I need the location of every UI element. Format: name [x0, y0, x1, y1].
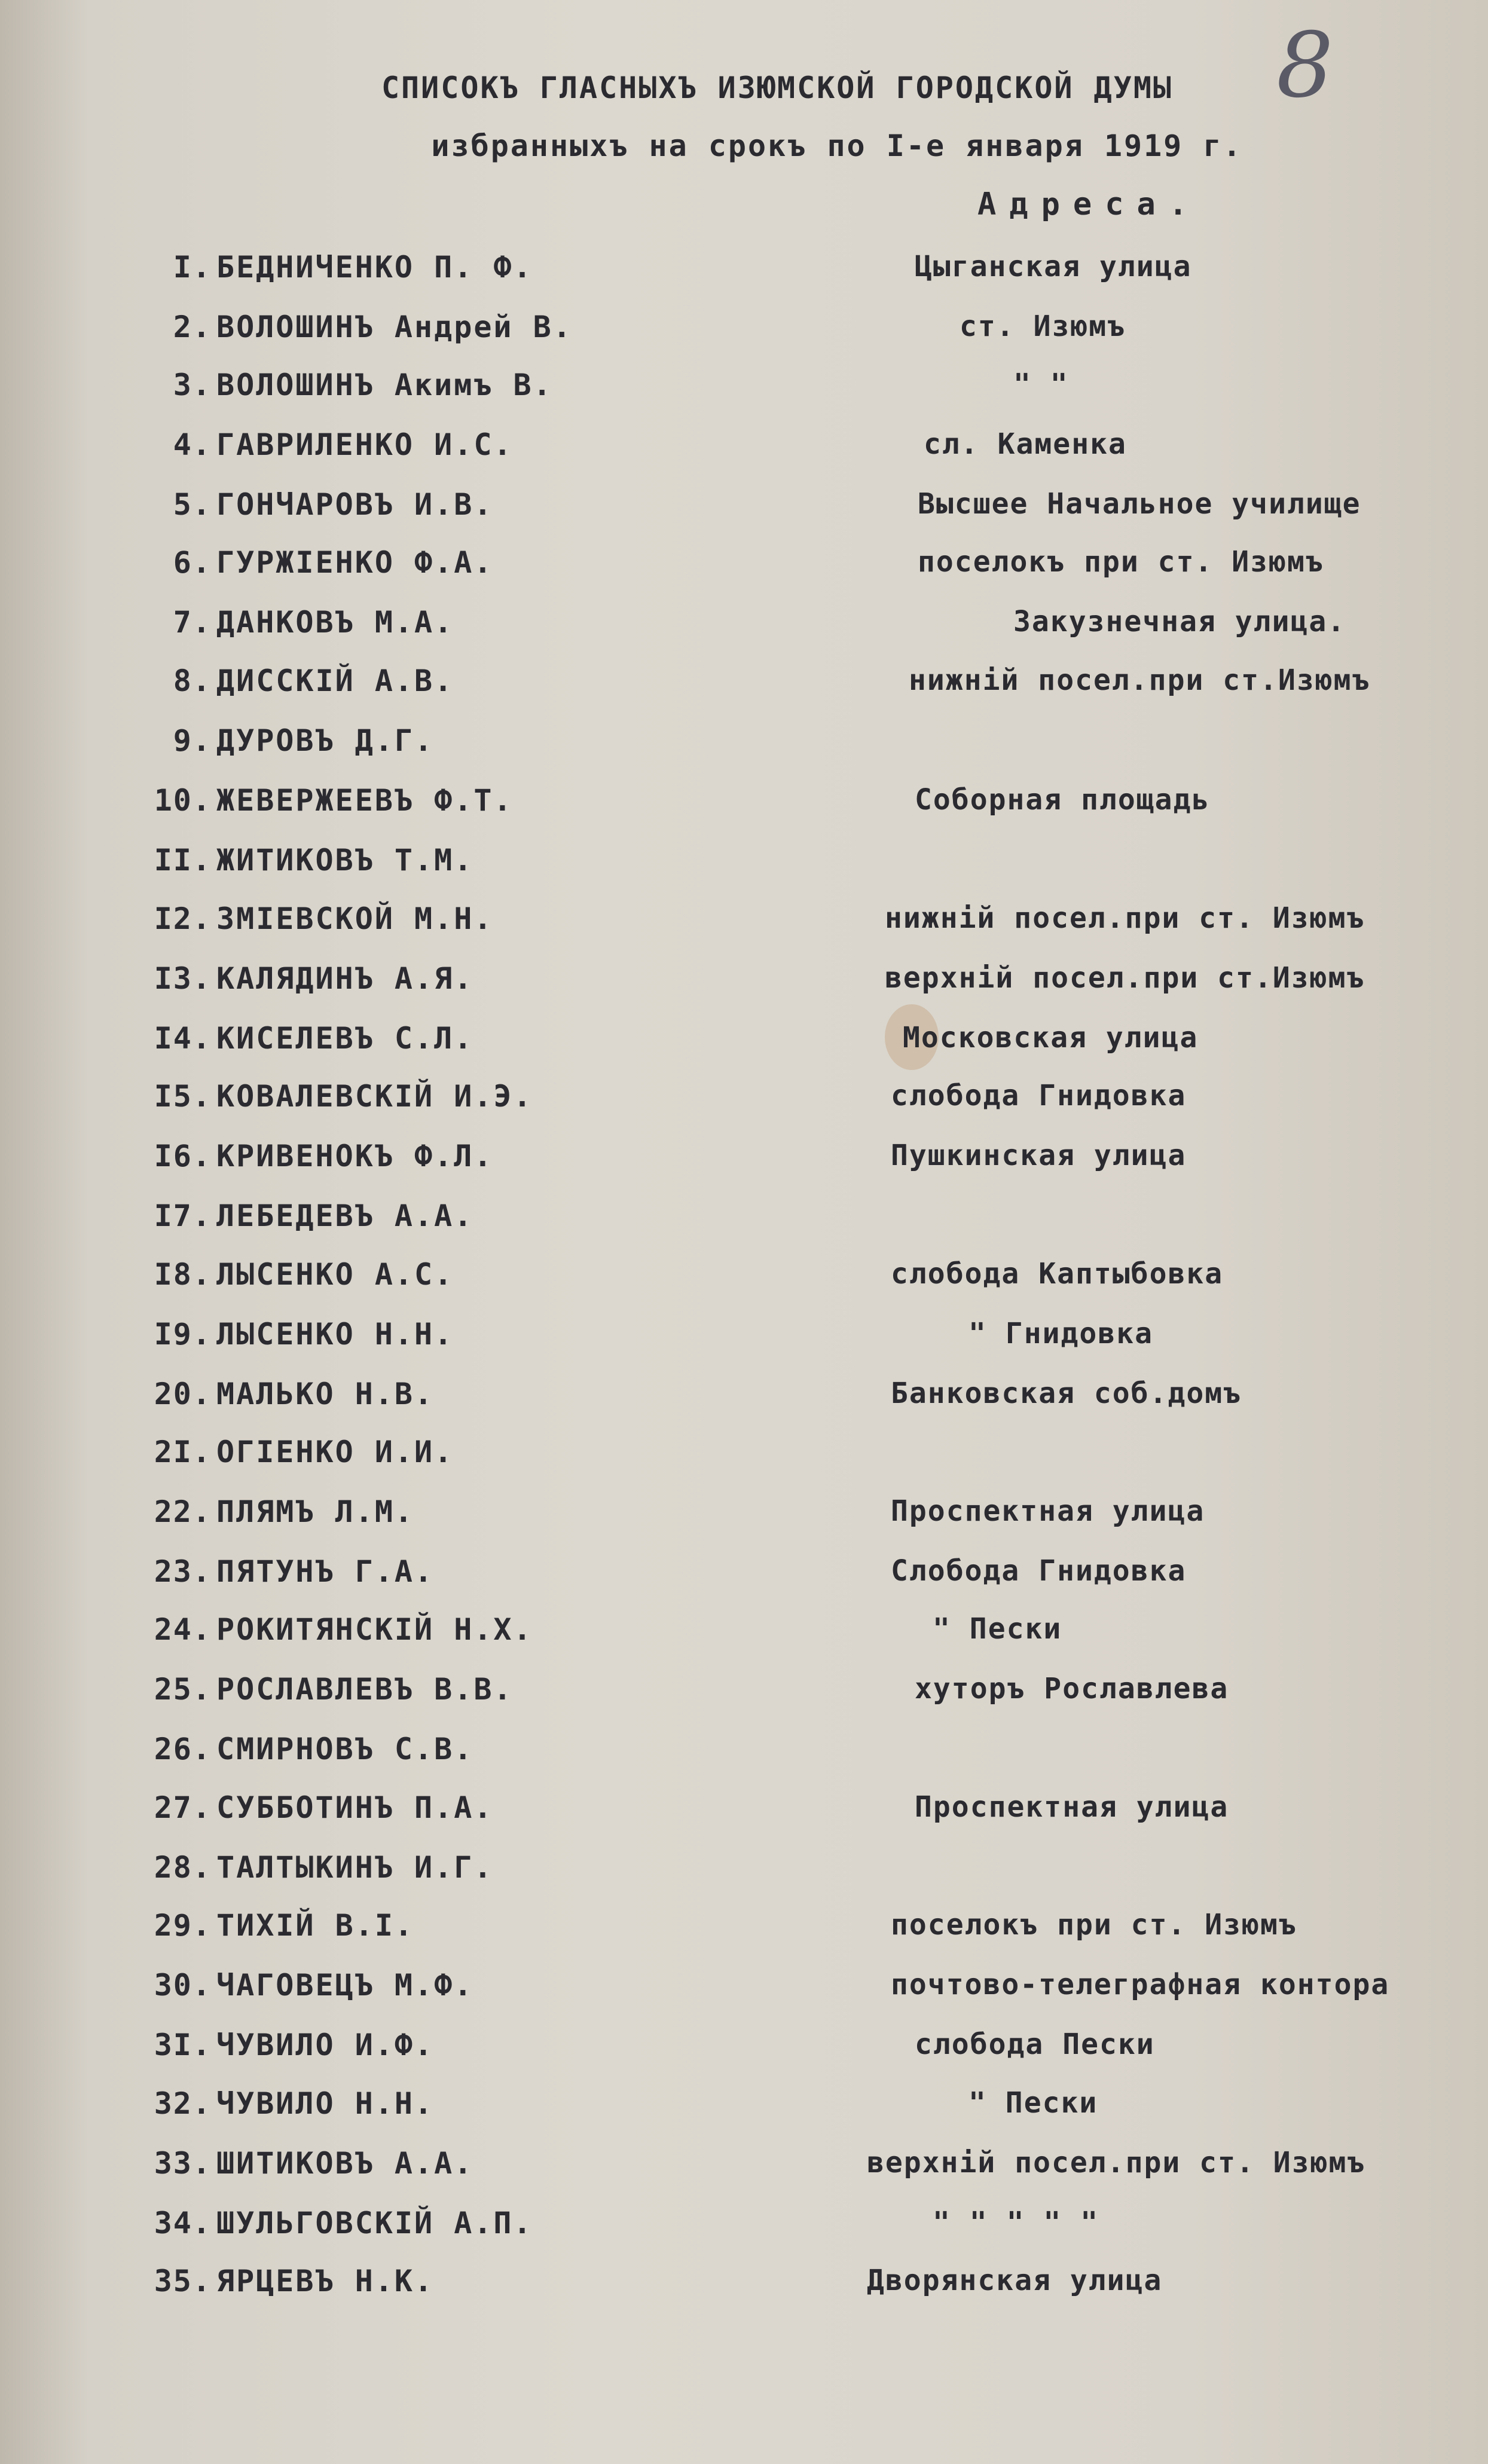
list-item [0, 723, 1488, 771]
item-number: I8. [154, 1257, 212, 1292]
list-item [0, 783, 1488, 831]
member-name: ГУРЖIЕНКО Ф.А. [216, 545, 494, 580]
member-name: ДАНКОВЪ М.А. [216, 605, 454, 640]
member-name: ПЯТУНЪ Г.А. [216, 1554, 435, 1589]
item-number: 28. [154, 1850, 212, 1885]
list-item [0, 1317, 1488, 1365]
member-address: " " [1013, 368, 1069, 401]
member-name: ШУЛЬГОВСКIЙ А.П. [216, 2206, 533, 2240]
list-item [0, 1672, 1488, 1720]
member-name: ГОНЧАРОВЪ И.В. [216, 487, 494, 522]
item-number: 4. [173, 427, 212, 462]
page-number: 8 [1276, 14, 1334, 118]
member-address: слобода Гнидовка [891, 1079, 1187, 1112]
item-number: 29. [154, 1908, 212, 1943]
list-item [0, 1079, 1488, 1127]
member-address: " " " " " [933, 2206, 1099, 2239]
list-item [0, 250, 1488, 298]
member-name: СУББОТИНЪ П.А. [216, 1790, 494, 1825]
list-item [0, 310, 1488, 357]
member-name: РОСЛАВЛЕВЪ В.В. [216, 1672, 514, 1707]
list-item [0, 1377, 1488, 1424]
member-name: ПЛЯМЪ Л.М. [216, 1494, 415, 1529]
member-name: БЕДНИЧЕНКО П. Ф. [216, 250, 533, 285]
member-name: ТАЛТЫКИНЪ И.Г. [216, 1850, 494, 1885]
member-name: КИСЕЛЕВЪ С.Л. [216, 1021, 474, 1056]
list-item [0, 1021, 1488, 1069]
member-address: Слобода Гнидовка [891, 1554, 1187, 1588]
item-number: 10. [154, 783, 212, 818]
list-item [0, 901, 1488, 949]
member-address: почтово-телеграфная контора [891, 1968, 1390, 2001]
member-address: Цыганская улица [915, 250, 1192, 283]
member-address: " Пески [968, 2086, 1098, 2120]
list-item [0, 664, 1488, 711]
item-number: 7. [173, 605, 212, 640]
member-address: поселокъ при ст. Изюмъ [918, 545, 1324, 579]
list-item [0, 1554, 1488, 1602]
list-item [0, 1732, 1488, 1780]
item-number: 35. [154, 2264, 212, 2298]
member-name: ШИТИКОВЪ А.А. [216, 2146, 474, 2181]
member-name: ЛЫСЕНКО Н.Н. [216, 1317, 454, 1352]
member-address: Банковская соб.домъ [891, 1377, 1242, 1410]
member-address: Проспектная улица [891, 1494, 1205, 1528]
item-number: I2. [154, 901, 212, 936]
member-name: ЖЕВЕРЖЕЕВЪ Ф.Т. [216, 783, 514, 818]
list-item [0, 1435, 1488, 1482]
member-name: РОКИТЯНСКIЙ Н.Х. [216, 1612, 533, 1647]
member-address: нижнiй посел.при ст. Изюмъ [885, 901, 1365, 935]
item-number: 30. [154, 1968, 212, 2003]
document-title: СПИСОКЪ ГЛАСНЫХЪ ИЗЮМСКОЙ ГОРОДСКОЙ ДУМЫ [381, 71, 1174, 105]
member-address: Проспектная улица [915, 1790, 1229, 1824]
list-item [0, 368, 1488, 415]
member-name: КАЛЯДИНЪ А.Я. [216, 961, 474, 996]
member-address: верхнiй посел.при ст.Изюмъ [885, 961, 1365, 995]
member-address: поселокъ при ст. Изюмъ [891, 1908, 1297, 1942]
member-name: ЧУВИЛО Н.Н. [216, 2086, 435, 2121]
item-number: I. [173, 250, 212, 285]
item-number: I6. [154, 1139, 212, 1173]
item-number: I7. [154, 1199, 212, 1233]
item-number: 3I. [154, 2028, 212, 2062]
list-item [0, 1494, 1488, 1542]
member-address: сл. Каменка [924, 427, 1127, 461]
item-number: 26. [154, 1732, 212, 1766]
list-item [0, 1790, 1488, 1838]
member-name: СМИРНОВЪ С.В. [216, 1732, 474, 1766]
address-column-header: Адреса. [977, 187, 1201, 222]
member-address: верхнiй посел.при ст. Изюмъ [867, 2146, 1366, 2179]
item-number: 32. [154, 2086, 212, 2121]
list-item [0, 2028, 1488, 2075]
list-item [0, 1850, 1488, 1898]
item-number: 9. [173, 723, 212, 758]
item-number: I5. [154, 1079, 212, 1114]
item-number: 34. [154, 2206, 212, 2240]
item-number: 2I. [154, 1435, 212, 1469]
member-address: слобода Каптыбовка [891, 1257, 1224, 1291]
list-item [0, 605, 1488, 653]
member-name: ВОЛОШИНЪ Акимъ В. [216, 368, 553, 402]
member-name: ВОЛОШИНЪ Андрей В. [216, 310, 573, 344]
member-name: ТИХIЙ В.I. [216, 1908, 415, 1943]
item-number: 33. [154, 2146, 212, 2181]
item-number: I4. [154, 1021, 212, 1056]
member-name: ЧУВИЛО И.Ф. [216, 2028, 435, 2062]
list-item [0, 1968, 1488, 2016]
list-item [0, 1612, 1488, 1660]
member-name: ЗМIЕВСКОЙ М.Н. [216, 901, 494, 936]
item-number: 20. [154, 1377, 212, 1411]
list-item [0, 843, 1488, 891]
member-name: ЧАГОВЕЦЪ М.Ф. [216, 1968, 474, 2003]
member-address: слобода Пески [915, 2028, 1155, 2061]
list-item [0, 2264, 1488, 2312]
item-number: 24. [154, 1612, 212, 1647]
item-number: 23. [154, 1554, 212, 1589]
member-address: хуторъ Рославлева [915, 1672, 1229, 1705]
list-item [0, 1257, 1488, 1305]
list-item [0, 1908, 1488, 1956]
member-address: ст. Изюмъ [960, 310, 1126, 343]
member-name: ДИССКIЙ А.В. [216, 664, 454, 698]
member-address: Соборная площадь [915, 783, 1211, 817]
member-address: Дворянская улица [867, 2264, 1163, 2297]
item-number: 22. [154, 1494, 212, 1529]
member-address: Закузнечная улица. [1013, 605, 1346, 638]
list-item [0, 1139, 1488, 1187]
member-name: МАЛЬКО Н.В. [216, 1377, 435, 1411]
item-number: 27. [154, 1790, 212, 1825]
item-number: 6. [173, 545, 212, 580]
item-number: 25. [154, 1672, 212, 1707]
member-address: Пушкинская улица [891, 1139, 1187, 1172]
item-number: II. [154, 843, 212, 878]
item-number: I3. [154, 961, 212, 996]
member-name: ЯРЦЕВЪ Н.К. [216, 2264, 435, 2298]
document-subtitle: избранныхъ на срокъ по I-е января 1919 г. [431, 129, 1243, 163]
member-name: КОВАЛЕВСКIЙ И.Э. [216, 1079, 533, 1114]
member-name: ДУРОВЪ Д.Г. [216, 723, 435, 758]
list-item [0, 545, 1488, 593]
member-name: КРИВЕНОКЪ Ф.Л. [216, 1139, 494, 1173]
item-number: 5. [173, 487, 212, 522]
list-item [0, 2206, 1488, 2254]
item-number: 2. [173, 310, 212, 344]
member-address: Московская улица [903, 1021, 1199, 1054]
list-item [0, 961, 1488, 1009]
member-address: Высшее Начальное училище [918, 487, 1361, 521]
member-address: " Гнидовка [968, 1317, 1153, 1350]
list-item [0, 2146, 1488, 2194]
member-name: ГАВРИЛЕНКО И.С. [216, 427, 514, 462]
item-number: 3. [173, 368, 212, 402]
member-name: ОГIЕНКО И.И. [216, 1435, 454, 1469]
list-item [0, 487, 1488, 535]
list-item [0, 427, 1488, 475]
member-name: ЖИТИКОВЪ Т.М. [216, 843, 474, 878]
member-address: нижнiй посел.при ст.Изюмъ [909, 664, 1371, 697]
member-name: ЛЕБЕДЕВЪ А.А. [216, 1199, 474, 1233]
list-item [0, 2086, 1488, 2134]
item-number: 8. [173, 664, 212, 698]
list-item [0, 1199, 1488, 1246]
member-address: " Пески [933, 1612, 1062, 1646]
member-name: ЛЫСЕНКО А.С. [216, 1257, 454, 1292]
item-number: I9. [154, 1317, 212, 1352]
